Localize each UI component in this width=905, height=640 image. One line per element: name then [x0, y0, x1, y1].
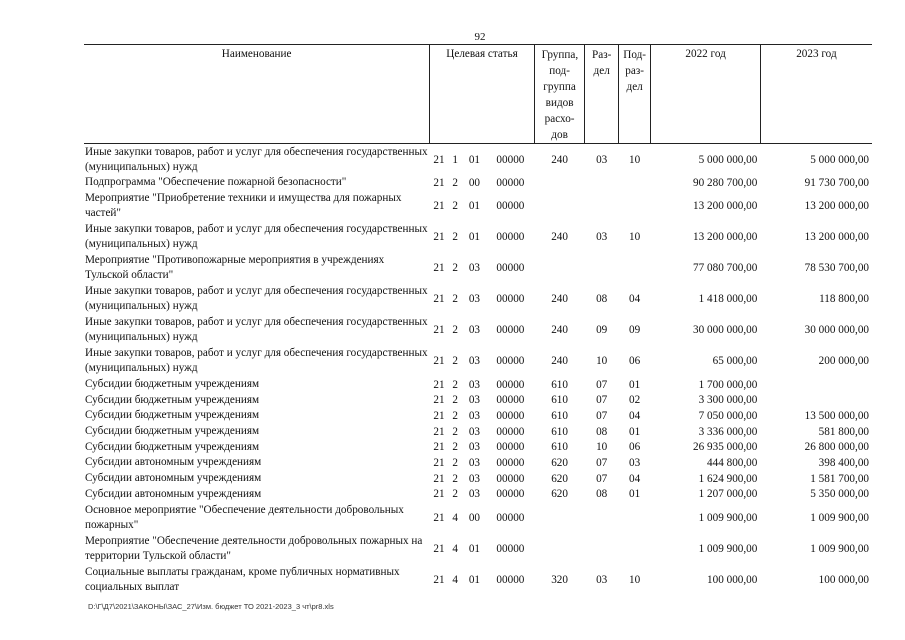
row-name-cell: Субсидии бюджетным учреждениям: [85, 378, 260, 391]
amount-2022-cell: 1 624 900,00: [698, 472, 758, 485]
expense-group-cell: [534, 533, 585, 564]
target-code-direction-cell: 00000: [496, 153, 525, 166]
row-name-cell: Иные закупки товаров, работ и услуг для обеспечения государственных (муниципальных) нужд: [85, 347, 428, 375]
table-row: [84, 222, 872, 253]
target-code-program-cell: 21: [433, 573, 445, 586]
amount-2022-cell: 1 009 900,00: [698, 542, 758, 555]
table-row: [84, 392, 872, 408]
amount-2022-cell: 1 418 000,00: [698, 293, 758, 306]
subsection-cell: 10: [629, 231, 641, 244]
row-name-cell: Мероприятие "Приобретение техники и имущества для пожарных частей": [85, 192, 402, 220]
amount-2023-cell: 1 009 900,00: [810, 511, 869, 524]
section-cell: 08: [596, 488, 608, 501]
row-name-cell: Социальные выплаты гражданам, кроме публичных нормативных социальных выплат: [85, 565, 400, 593]
row-name-cell: Иные закупки товаров, работ и услуг для обеспечения государственных (муниципальных) нужд: [85, 316, 428, 344]
subsection-cell: 06: [629, 441, 641, 454]
target-code-program-cell: 21: [433, 409, 445, 422]
amount-2022-cell: 7 050 000,00: [698, 409, 758, 422]
header-section-label: Раз- дел: [592, 49, 612, 77]
row-name-cell: Субсидии автономным учреждениям: [85, 472, 262, 485]
row-name-cell: Субсидии бюджетным учреждениям: [85, 425, 260, 438]
target-code-subprogram-cell: 2: [452, 472, 458, 485]
table-row: [84, 471, 872, 487]
expense-group-cell: [534, 191, 585, 222]
target-code-direction-cell: 00000: [496, 378, 525, 391]
expense-group-cell: 610: [551, 441, 568, 454]
target-code-direction-cell: 00000: [496, 324, 525, 337]
target-code-subprogram-cell: 2: [452, 409, 458, 422]
expense-group-cell: 240: [551, 231, 568, 244]
expense-group-cell: 610: [551, 425, 568, 438]
amount-2023-cell: 13 200 000,00: [804, 231, 869, 244]
target-code-program-cell: 21: [433, 456, 445, 469]
amount-2022-cell: 90 280 700,00: [693, 176, 758, 189]
target-code-program-cell: 21: [433, 200, 445, 213]
subsection-cell: [618, 191, 650, 222]
subsection-cell: 10: [629, 153, 641, 166]
target-code-subprogram-cell: 2: [452, 441, 458, 454]
table-row: [84, 315, 872, 346]
amount-2023-cell: 26 800 000,00: [804, 441, 869, 454]
table-row: [84, 439, 872, 455]
amount-2022-cell: 13 200 000,00: [693, 200, 758, 213]
target-code-subprogram-cell: 2: [452, 176, 458, 189]
amount-2022-cell: 30 000 000,00: [693, 324, 758, 337]
target-code-program-cell: 21: [433, 472, 445, 485]
amount-2023-cell: 118 800,00: [819, 293, 869, 306]
budget-table: [84, 44, 872, 595]
table-row: [84, 175, 872, 191]
target-code-direction-cell: 00000: [496, 394, 525, 407]
row-name-cell: Основное мероприятие "Обеспечение деятельности добровольных пожарных": [85, 503, 404, 531]
table-row: [84, 408, 872, 424]
target-code-event-cell: 03: [468, 378, 480, 391]
header-expense-group-label: Группа, под- группа видов расхо- дов: [541, 49, 579, 141]
section-cell: 07: [596, 472, 608, 485]
section-cell: 08: [596, 293, 608, 306]
target-code-event-cell: 03: [468, 472, 480, 485]
row-name-cell: Иные закупки товаров, работ и услуг для обеспечения государственных (муниципальных) нужд: [85, 223, 428, 251]
expense-group-cell: 240: [551, 153, 568, 166]
table-row: [84, 346, 872, 377]
target-code-subprogram-cell: 2: [452, 200, 458, 213]
target-code-subprogram-cell: 2: [452, 488, 458, 501]
target-code-subprogram-cell: 4: [452, 511, 458, 524]
table-row: [84, 253, 872, 284]
table-row: [84, 191, 872, 222]
expense-group-cell: [534, 502, 585, 533]
expense-group-cell: 610: [551, 409, 568, 422]
target-code-subprogram-cell: 2: [452, 324, 458, 337]
target-code-event-cell: 01: [468, 573, 480, 586]
target-code-event-cell: 01: [468, 542, 480, 555]
target-code-subprogram-cell: 2: [452, 425, 458, 438]
subsection-cell: 02: [629, 394, 641, 407]
amount-2023-cell: 78 530 700,00: [804, 262, 869, 275]
target-code-subprogram-cell: 2: [452, 262, 458, 275]
header-year-2022: 2022 год: [651, 45, 761, 144]
subsection-cell: 01: [629, 488, 641, 501]
section-cell: 07: [596, 456, 608, 469]
subsection-cell: [618, 175, 650, 191]
amount-2022-cell: 65 000,00: [712, 355, 758, 368]
section-cell: 10: [596, 355, 608, 368]
target-code-event-cell: 01: [468, 200, 480, 213]
target-code-direction-cell: 00000: [496, 542, 525, 555]
target-code-direction-cell: 00000: [496, 355, 525, 368]
section-cell: [585, 502, 618, 533]
target-code-program-cell: 21: [433, 324, 445, 337]
amount-2023-cell: 5 000 000,00: [810, 153, 869, 166]
subsection-cell: [618, 253, 650, 284]
target-code-direction-cell: 00000: [496, 293, 525, 306]
target-code-event-cell: 03: [468, 324, 480, 337]
target-code-program-cell: 21: [433, 488, 445, 501]
expense-group-cell: 620: [551, 488, 568, 501]
amount-2023-cell: 398 400,00: [818, 456, 869, 469]
header-target-article: Целевая статья: [430, 45, 534, 144]
table-row: [84, 424, 872, 440]
subsection-cell: 01: [629, 378, 641, 391]
target-code-direction-cell: 00000: [496, 176, 525, 189]
subsection-cell: 03: [629, 456, 641, 469]
amount-2023-cell: 5 350 000,00: [810, 488, 869, 501]
amount-2022-cell: 3 300 000,00: [698, 394, 758, 407]
target-code-program-cell: 21: [433, 425, 445, 438]
file-path-footer: D:\Г\Д7\2021\ЗАКОНЫ\ЗАС_27\Изм. бюджет ТО 2021-2023_3 чт\pr8.xls: [88, 602, 334, 611]
expense-group-cell: 240: [551, 324, 568, 337]
target-code-program-cell: 21: [433, 511, 445, 524]
table-row: [84, 533, 872, 564]
row-name-cell: Субсидии автономным учреждениям: [85, 487, 262, 500]
section-cell: 03: [596, 231, 608, 244]
target-code-program-cell: 21: [433, 394, 445, 407]
target-code-event-cell: 03: [468, 425, 480, 438]
subsection-cell: [618, 502, 650, 533]
expense-group-cell: 240: [551, 293, 568, 306]
target-code-subprogram-cell: 2: [452, 231, 458, 244]
subsection-cell: 10: [629, 573, 641, 586]
expense-group-cell: 610: [551, 394, 568, 407]
section-cell: 10: [596, 441, 608, 454]
target-code-event-cell: 03: [468, 394, 480, 407]
target-code-subprogram-cell: 2: [452, 378, 458, 391]
amount-2022-cell: 26 935 000,00: [693, 441, 758, 454]
section-cell: [585, 253, 618, 284]
table-body: [84, 144, 872, 596]
header-section: [585, 45, 618, 144]
section-cell: [585, 533, 618, 564]
target-code-subprogram-cell: 2: [452, 394, 458, 407]
target-code-event-cell: 03: [468, 488, 480, 501]
expense-group-cell: 320: [551, 573, 568, 586]
target-code-event-cell: 00: [468, 511, 480, 524]
target-code-event-cell: 03: [468, 456, 480, 469]
target-code-program-cell: 21: [433, 231, 445, 244]
target-code-program-cell: 21: [433, 293, 445, 306]
row-name-cell: Мероприятие "Противопожарные мероприятия в учреждениях Тульской области": [85, 254, 385, 282]
subsection-cell: [618, 533, 650, 564]
section-cell: 07: [596, 394, 608, 407]
header-expense-group: [534, 45, 585, 144]
amount-2023-cell: 581 800,00: [818, 425, 869, 438]
amount-2023-cell: [760, 392, 872, 408]
row-name-cell: Субсидии бюджетным учреждениям: [85, 409, 260, 422]
section-cell: 08: [596, 425, 608, 438]
target-code-direction-cell: 00000: [496, 200, 525, 213]
amount-2022-cell: 444 800,00: [707, 456, 758, 469]
amount-2023-cell: 1 009 900,00: [810, 542, 869, 555]
header-subsection: [618, 45, 650, 144]
amount-2023-cell: 200 000,00: [818, 355, 869, 368]
amount-2022-cell: 1 207 000,00: [698, 488, 758, 501]
target-code-direction-cell: 00000: [496, 425, 525, 438]
target-code-subprogram-cell: 2: [452, 456, 458, 469]
target-code-subprogram-cell: 2: [452, 355, 458, 368]
subsection-cell: 04: [629, 293, 641, 306]
target-code-direction-cell: 00000: [496, 573, 525, 586]
amount-2023-cell: 13 500 000,00: [804, 409, 869, 422]
amount-2023-cell: 100 000,00: [818, 573, 869, 586]
amount-2023-cell: 13 200 000,00: [804, 200, 869, 213]
expense-group-cell: 240: [551, 355, 568, 368]
amount-2023-cell: [760, 377, 872, 393]
header-subsection-label: Под- раз- дел: [623, 49, 647, 93]
table-row: [84, 502, 872, 533]
row-name-cell: Субсидии бюджетным учреждениям: [85, 440, 260, 453]
target-code-direction-cell: 00000: [496, 488, 525, 501]
table-row: [84, 144, 872, 176]
page-number: 92: [474, 31, 486, 43]
target-code-subprogram-cell: 2: [452, 293, 458, 306]
target-code-subprogram-cell: 1: [452, 153, 458, 166]
subsection-cell: 04: [629, 409, 641, 422]
amount-2022-cell: 13 200 000,00: [693, 231, 758, 244]
target-code-direction-cell: 00000: [496, 441, 525, 454]
section-cell: 03: [596, 573, 608, 586]
target-code-program-cell: 21: [433, 355, 445, 368]
table-row: [84, 377, 872, 393]
target-code-direction-cell: 00000: [496, 472, 525, 485]
target-code-program-cell: 21: [433, 262, 445, 275]
subsection-cell: 01: [629, 425, 641, 438]
target-code-program-cell: 21: [433, 176, 445, 189]
target-code-program-cell: 21: [433, 153, 445, 166]
amount-2022-cell: 1 700 000,00: [698, 378, 758, 391]
table-header: [84, 45, 872, 144]
target-code-event-cell: 03: [468, 262, 480, 275]
amount-2022-cell: 100 000,00: [707, 573, 758, 586]
expense-group-cell: 610: [551, 378, 568, 391]
expense-group-cell: 620: [551, 456, 568, 469]
target-code-event-cell: 03: [468, 355, 480, 368]
target-code-direction-cell: 00000: [496, 456, 525, 469]
target-code-subprogram-cell: 4: [452, 573, 458, 586]
target-code-direction-cell: 00000: [496, 511, 525, 524]
target-code-event-cell: 00: [468, 176, 480, 189]
expense-group-cell: 620: [551, 472, 568, 485]
target-code-event-cell: 03: [468, 409, 480, 422]
target-code-direction-cell: 00000: [496, 262, 525, 275]
subsection-cell: 04: [629, 472, 641, 485]
section-cell: 03: [596, 153, 608, 166]
target-code-program-cell: 21: [433, 378, 445, 391]
target-code-subprogram-cell: 4: [452, 542, 458, 555]
target-code-event-cell: 03: [468, 293, 480, 306]
subsection-cell: 06: [629, 355, 641, 368]
section-cell: [585, 175, 618, 191]
subsection-cell: 09: [629, 324, 641, 337]
amount-2022-cell: 1 009 900,00: [698, 511, 758, 524]
row-name-cell: Иные закупки товаров, работ и услуг для обеспечения государственных (муниципальных) нужд: [85, 145, 428, 173]
table-row: [84, 455, 872, 471]
table-row: [84, 487, 872, 503]
amount-2022-cell: 3 336 000,00: [698, 425, 758, 438]
row-name-cell: Иные закупки товаров, работ и услуг для обеспечения государственных (муниципальных) нужд: [85, 285, 428, 313]
section-cell: 07: [596, 409, 608, 422]
amount-2022-cell: 5 000 000,00: [698, 153, 758, 166]
table-row: [84, 564, 872, 595]
row-name-cell: Субсидии автономным учреждениям: [85, 456, 262, 469]
target-code-event-cell: 01: [468, 231, 480, 244]
section-cell: 07: [596, 378, 608, 391]
amount-2023-cell: 1 581 700,00: [810, 472, 869, 485]
expense-group-cell: [534, 253, 585, 284]
row-name-cell: Мероприятие "Обеспечение деятельности добровольных пожарных на территории Тульской области": [85, 534, 423, 562]
row-name-cell: Подпрограмма "Обеспечение пожарной безопасности": [85, 176, 347, 189]
target-code-program-cell: 21: [433, 542, 445, 555]
target-code-direction-cell: 00000: [496, 231, 525, 244]
target-code-direction-cell: 00000: [496, 409, 525, 422]
target-code-program-cell: 21: [433, 441, 445, 454]
table-row: [84, 284, 872, 315]
row-name-cell: Субсидии бюджетным учреждениям: [85, 393, 260, 406]
amount-2023-cell: 91 730 700,00: [804, 176, 869, 189]
amount-2022-cell: 77 080 700,00: [693, 262, 758, 275]
section-cell: 09: [596, 324, 608, 337]
header-year-2023: 2023 год: [760, 45, 872, 144]
amount-2023-cell: 30 000 000,00: [804, 324, 869, 337]
expense-group-cell: [534, 175, 585, 191]
target-code-event-cell: 01: [468, 153, 480, 166]
section-cell: [585, 191, 618, 222]
target-code-event-cell: 03: [468, 441, 480, 454]
header-name: Наименование: [84, 45, 430, 144]
